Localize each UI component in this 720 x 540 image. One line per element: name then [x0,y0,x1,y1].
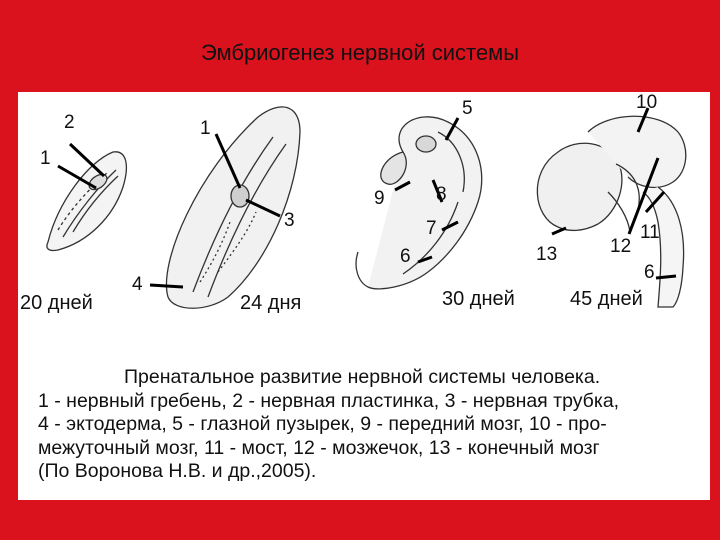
label-4-ectoderm: 4 [132,274,143,295]
label-6-45-days: 6 [644,262,655,283]
age-label-45-days: 45 дней [570,288,643,310]
age-label-30-days: 30 дней [442,288,515,310]
label-1-neural-crest: 1 [40,148,51,169]
label-11-pons: 11 [640,222,660,243]
caption-heading: Пренатальное развитие нервной системы человека. [124,366,601,388]
label-9-forebrain: 9 [374,188,385,209]
figure-caption [38,366,706,484]
caption-line: 1 - нервный гребень, 2 - нервная пластинка, 3 - нервная трубка, [38,389,620,412]
label-7: 7 [426,218,437,239]
age-label-20-days: 20 дней [20,292,93,314]
label-5-optic-vesicle: 5 [462,98,473,119]
slide-title: Эмбриогенез нервной системы [200,40,520,65]
label-3-neural-tube: 3 [284,210,295,231]
age-label-24-days: 24 дня [240,292,302,314]
caption-citation: (По Воронова Н.В. и др.,2005). [38,460,317,482]
label-10-diencephalon: 10 [636,92,658,113]
label-12-cerebellum: 12 [610,236,632,257]
title-band [0,0,720,92]
label-13-telencephalon: 13 [536,244,558,265]
embryo-24-days [166,107,300,308]
label-2-neural-plate: 2 [64,112,75,133]
label-1-neural-crest-24: 1 [200,118,211,139]
label-6-30-days: 6 [400,246,411,267]
content-panel [18,92,710,500]
label-8: 8 [436,184,447,205]
caption-line: межуточный мозг, 11 - мост, 12 - мозжечок, 13 - конечный мозг [38,436,600,459]
caption-line: 4 - эктодерма, 5 - глазной пузырек, 9 - передний мозг, 10 - про- [38,413,607,435]
